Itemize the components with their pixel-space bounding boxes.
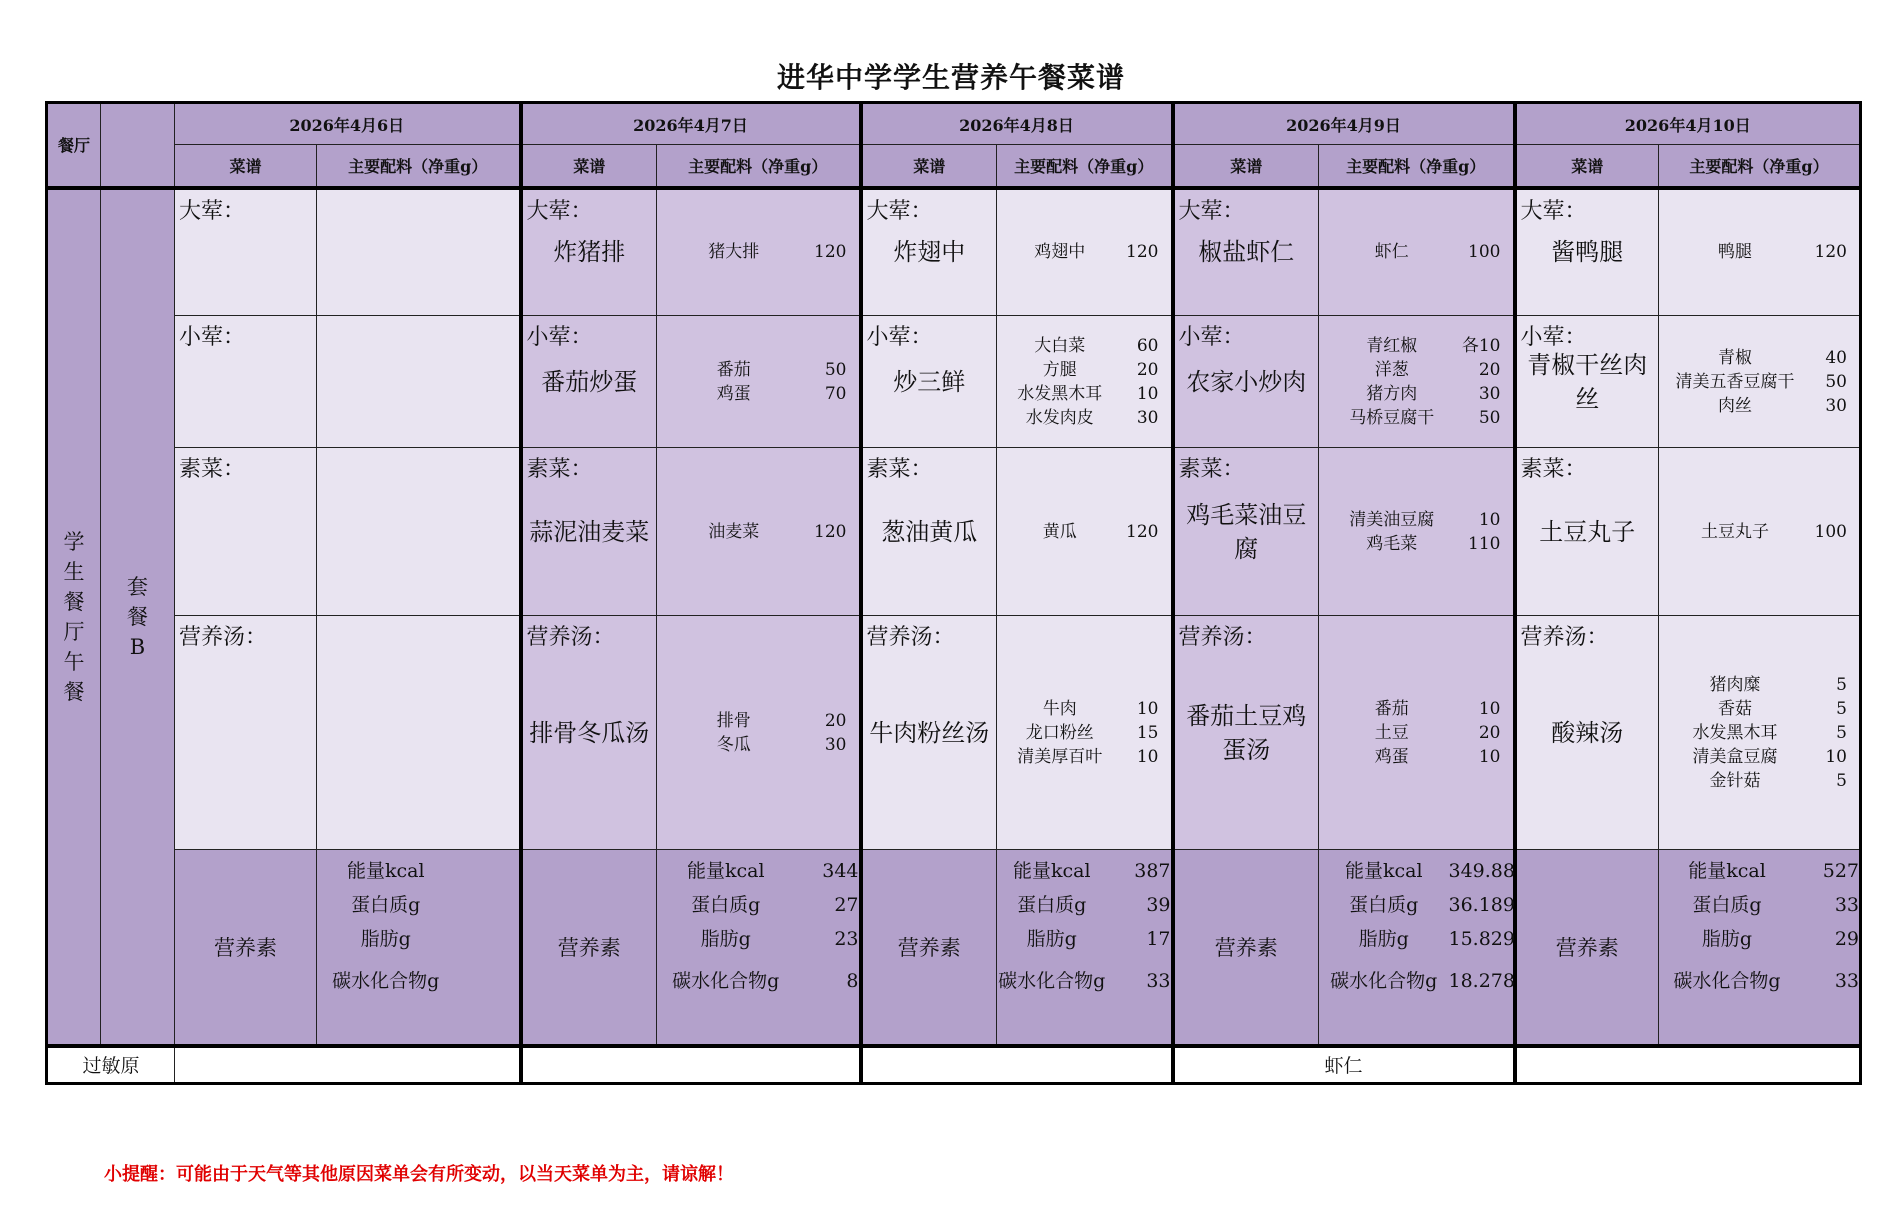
nutrient-value: 29 — [1834, 928, 1859, 950]
vertical-char: 厅 — [63, 619, 85, 644]
ingredient-weight: 40 — [1825, 347, 1847, 368]
ingredient-name: 清美厚百叶 — [1017, 746, 1103, 767]
nutrient-carb — [317, 964, 519, 998]
category-label: 大荤： — [526, 198, 593, 224]
category-label: 素菜： — [1520, 457, 1587, 482]
nutrient-value — [455, 964, 519, 998]
ingredient-name: 水发肉皮 — [1025, 407, 1094, 428]
ingredient-weight: 各10 — [1461, 335, 1501, 356]
ingredient-weight: 120 — [814, 242, 847, 263]
nutrition-label: 营养素 — [175, 850, 317, 1046]
ingredient-row — [1659, 697, 1859, 721]
nutrient-energy — [657, 854, 859, 888]
ingredients-cell — [317, 316, 521, 448]
ingredient-name: 土豆丸子 — [1701, 521, 1769, 542]
ingredients-column-header: 主要配料（净重g） — [1319, 145, 1515, 188]
nutrient-label: 脂肪g — [360, 928, 411, 950]
dish-name: 炸翅中 — [893, 238, 966, 267]
nutrient-value: 33 — [1834, 894, 1859, 916]
category-label: 素菜： — [526, 457, 593, 482]
dish-cell — [175, 616, 317, 850]
reminder-text: 小提醒：可能由于天气等其他原因菜单会有所变动，以当天菜单为主，请谅解！ — [104, 1164, 734, 1185]
nutrient-fat — [997, 922, 1171, 956]
ingredient-row — [1319, 406, 1513, 430]
dish-name: 炒三鲜 — [893, 367, 966, 396]
dish-cell — [1515, 448, 1659, 616]
nutrient-protein — [1319, 888, 1513, 922]
ingredient-name: 黄瓜 — [1042, 521, 1077, 542]
allergen-value: 虾仁 — [1173, 1046, 1515, 1084]
dish-cell — [861, 188, 997, 316]
dish-cell — [175, 448, 317, 616]
dish-name: 牛肉粉丝汤 — [869, 718, 990, 747]
canteen-header: 餐厅 — [47, 103, 101, 188]
nutrition-label: 营养素 — [1173, 850, 1319, 1046]
ingredient-row — [1659, 394, 1859, 418]
canteen-vertical-label — [47, 188, 101, 1046]
ingredient-weight: 120 — [814, 521, 847, 542]
ingredient-weight: 20 — [1478, 722, 1501, 743]
ingredients-cell — [1319, 188, 1515, 316]
ingredient-weight: 100 — [1468, 242, 1501, 263]
row-big-meat — [47, 188, 1861, 316]
dish-name: 番茄土豆鸡蛋汤 — [1186, 701, 1307, 764]
ingredient-name: 番茄 — [1374, 698, 1409, 719]
ingredient-weight: 100 — [1814, 521, 1847, 542]
date-header: 2026年4月9日 — [1173, 103, 1515, 145]
ingredients-cell — [657, 448, 861, 616]
ingredient-row — [1319, 508, 1513, 532]
ingredient-name: 番茄 — [716, 359, 751, 380]
ingredients-cell — [1659, 616, 1861, 850]
category-label: 大荤： — [1520, 198, 1587, 224]
ingredient-weight: 20 — [824, 710, 847, 731]
nutrient-value: 39 — [1146, 894, 1171, 916]
vertical-char: 套 — [127, 574, 148, 599]
row-small-meat — [47, 316, 1861, 448]
dish-cell — [175, 316, 317, 448]
dish-cell — [861, 316, 997, 448]
ingredient-weight: 5 — [1836, 722, 1847, 743]
ingredients-cell — [317, 188, 521, 316]
nutrition-values — [1659, 850, 1861, 1046]
ingredient-name: 大白菜 — [1034, 335, 1086, 356]
category-label: 素菜： — [179, 457, 246, 482]
nutrition-label: 营养素 — [1515, 850, 1659, 1046]
ingredient-weight: 5 — [1836, 698, 1847, 719]
vertical-char: 学 — [63, 529, 85, 554]
column-header-row — [47, 145, 1861, 188]
dish-cell — [1173, 616, 1319, 850]
recipe-column-header: 菜谱 — [1515, 145, 1659, 188]
nutrient-label: 蛋白质g — [1017, 894, 1087, 916]
ingredients-cell — [997, 316, 1173, 448]
ingredient-row — [1659, 346, 1859, 370]
nutrient-label: 蛋白质g — [691, 894, 761, 916]
category-label: 小荤： — [1520, 325, 1587, 350]
dish-cell — [861, 448, 997, 616]
ingredient-name: 鸡毛菜 — [1366, 533, 1418, 554]
ingredient-weight: 10 — [1478, 509, 1501, 530]
ingredients-cell — [657, 316, 861, 448]
ingredient-name: 鸡蛋 — [1374, 746, 1409, 767]
dish-name: 青椒干丝肉丝 — [1527, 350, 1648, 413]
vertical-char: B — [129, 634, 146, 659]
allergen-value — [861, 1046, 1173, 1084]
ingredient-name: 清美油豆腐 — [1349, 509, 1435, 530]
category-label: 小荤： — [1178, 325, 1245, 350]
nutrient-label: 蛋白质g — [351, 894, 421, 916]
nutrient-carb — [1319, 964, 1513, 998]
ingredient-weight: 5 — [1836, 770, 1847, 791]
ingredients-cell — [1319, 616, 1515, 850]
ingredient-row — [997, 745, 1171, 769]
nutrient-label: 能量kcal — [1012, 860, 1091, 882]
set-header — [101, 103, 175, 188]
category-label: 大荤： — [866, 198, 933, 224]
row-allergen — [47, 1046, 1861, 1084]
nutrient-label: 脂肪g — [700, 928, 751, 950]
ingredient-weight: 30 — [1136, 407, 1159, 428]
ingredient-row — [1319, 697, 1513, 721]
ingredients-column-header: 主要配料（净重g） — [1659, 145, 1861, 188]
dish-cell — [175, 188, 317, 316]
ingredient-row — [657, 382, 859, 406]
allergen-value — [175, 1046, 521, 1084]
ingredient-weight: 30 — [824, 734, 847, 755]
ingredient-weight: 30 — [1825, 395, 1847, 416]
ingredients-cell — [657, 188, 861, 316]
nutrient-label: 碳水化合物g — [672, 970, 780, 992]
ingredients-column-header: 主要配料（净重g） — [657, 145, 861, 188]
ingredient-name: 排骨 — [716, 710, 751, 731]
ingredient-name: 清美五香豆腐干 — [1675, 371, 1795, 392]
date-header: 2026年4月7日 — [521, 103, 861, 145]
ingredient-name: 清美盒豆腐 — [1692, 746, 1778, 767]
ingredient-row — [997, 406, 1171, 430]
ingredient-name: 鸭腿 — [1718, 242, 1752, 263]
dish-name: 番茄炒蛋 — [541, 367, 638, 396]
nutrient-label: 能量kcal — [346, 860, 425, 882]
allergen-value — [521, 1046, 861, 1084]
nutrient-protein — [657, 888, 859, 922]
date-header: 2026年4月8日 — [861, 103, 1173, 145]
ingredient-weight: 10 — [1478, 746, 1501, 767]
ingredient-name: 水发黑木耳 — [1692, 722, 1778, 743]
ingredients-column-header: 主要配料（净重g） — [997, 145, 1173, 188]
nutrient-label: 能量kcal — [1344, 860, 1423, 882]
ingredient-row — [1319, 382, 1513, 406]
nutrient-label: 能量kcal — [1688, 860, 1766, 882]
category-label: 大荤： — [1178, 198, 1245, 224]
ingredient-weight: 10 — [1136, 383, 1159, 404]
dish-name: 农家小炒肉 — [1186, 367, 1307, 396]
nutrition-values — [317, 850, 521, 1046]
category-label: 素菜： — [866, 457, 933, 482]
ingredient-weight: 15 — [1136, 722, 1159, 743]
category-label: 素菜： — [1178, 457, 1245, 482]
ingredient-name: 油麦菜 — [708, 521, 760, 542]
date-header: 2026年4月10日 — [1515, 103, 1861, 145]
ingredient-weight: 10 — [1136, 698, 1159, 719]
dish-cell — [521, 448, 657, 616]
ingredient-row — [1659, 769, 1859, 793]
ingredient-row — [657, 709, 859, 733]
nutrient-label: 碳水化合物g — [998, 970, 1106, 992]
category-label: 大荤： — [179, 198, 246, 224]
ingredients-cell — [317, 616, 521, 850]
ingredient-weight: 110 — [1468, 533, 1501, 554]
nutrient-energy — [1319, 854, 1513, 888]
ingredient-row — [1319, 721, 1513, 745]
nutrient-value: 527 — [1822, 860, 1859, 882]
nutrient-energy — [997, 854, 1171, 888]
nutrient-value: 344 — [822, 860, 859, 882]
nutrient-label: 能量kcal — [686, 860, 765, 882]
ingredient-weight: 10 — [1825, 746, 1847, 767]
dish-cell — [521, 616, 657, 850]
dish-cell — [861, 616, 997, 850]
ingredient-name: 猪肉糜 — [1709, 674, 1761, 695]
nutrient-label: 脂肪g — [1026, 928, 1077, 950]
ingredient-name: 洋葱 — [1374, 359, 1409, 380]
ingredients-cell — [1659, 448, 1861, 616]
menu-body — [47, 103, 1861, 1084]
ingredient-row — [1319, 358, 1513, 382]
ingredient-name: 土豆 — [1374, 722, 1409, 743]
nutrition-label: 营养素 — [861, 850, 997, 1046]
allergen-label: 过敏原 — [47, 1046, 175, 1084]
dish-cell — [1173, 188, 1319, 316]
nutrient-value: 17 — [1146, 928, 1171, 950]
ingredient-weight: 120 — [1814, 242, 1847, 263]
recipe-column-header: 菜谱 — [1173, 145, 1319, 188]
ingredient-name: 鸡翅中 — [1034, 242, 1086, 263]
dish-name: 椒盐虾仁 — [1198, 238, 1295, 267]
ingredient-name: 金针菇 — [1709, 770, 1761, 791]
nutrition-label: 营养素 — [521, 850, 657, 1046]
ingredient-weight: 70 — [824, 383, 847, 404]
ingredient-name: 鸡蛋 — [716, 383, 751, 404]
dish-name: 鸡毛菜油豆腐 — [1186, 500, 1307, 563]
dish-cell — [1173, 316, 1319, 448]
ingredient-name: 方腿 — [1042, 359, 1077, 380]
ingredient-row — [1659, 745, 1859, 769]
ingredient-weight: 30 — [1478, 383, 1501, 404]
ingredients-cell — [1659, 316, 1861, 448]
dish-name: 酱鸭腿 — [1551, 238, 1624, 267]
ingredient-row — [1319, 334, 1513, 358]
page-title: 进华中学学生营养午餐菜谱 — [776, 61, 1125, 94]
nutrient-label: 蛋白质g — [1692, 894, 1762, 916]
ingredient-row — [997, 382, 1171, 406]
dish-name: 葱油黄瓜 — [881, 517, 978, 546]
row-veg — [47, 448, 1861, 616]
nutrient-value: 33 — [1834, 970, 1859, 992]
dish-cell — [521, 316, 657, 448]
row-soup — [47, 616, 1861, 850]
ingredient-name: 猪方肉 — [1366, 383, 1418, 404]
category-label: 营养汤： — [1520, 625, 1609, 650]
vertical-char: 餐 — [63, 679, 85, 704]
ingredient-name: 青红椒 — [1366, 335, 1418, 356]
nutrition-values — [997, 850, 1173, 1046]
nutrient-value: 349.88 — [1448, 860, 1515, 882]
nutrient-fat — [657, 922, 859, 956]
date-header: 2026年4月6日 — [175, 103, 521, 145]
ingredient-weight: 120 — [1126, 242, 1159, 263]
date-header-row — [47, 103, 1861, 145]
ingredient-row — [1319, 532, 1513, 556]
dish-name: 排骨冬瓜汤 — [529, 718, 650, 747]
ingredient-row — [997, 697, 1171, 721]
ingredient-weight: 120 — [1126, 521, 1159, 542]
nutrient-value: 387 — [1134, 860, 1171, 882]
ingredient-weight: 50 — [1825, 371, 1847, 392]
recipe-column-header: 菜谱 — [521, 145, 657, 188]
vertical-char: 餐 — [127, 604, 148, 629]
ingredients-cell — [1659, 188, 1861, 316]
nutrient-energy — [317, 854, 519, 888]
dish-name: 炸猪排 — [553, 238, 626, 267]
nutrient-fat — [317, 922, 519, 956]
category-label: 小荤： — [866, 325, 933, 350]
nutrient-label: 脂肪g — [1701, 928, 1753, 950]
ingredients-cell — [317, 448, 521, 616]
nutrient-value — [455, 888, 519, 922]
nutrition-values — [1319, 850, 1515, 1046]
dish-cell — [1515, 188, 1659, 316]
nutrient-protein — [317, 888, 519, 922]
ingredient-name: 马桥豆腐干 — [1349, 407, 1435, 428]
ingredient-name: 冬瓜 — [716, 734, 751, 755]
category-label: 营养汤： — [1178, 625, 1267, 650]
nutrient-protein — [1659, 888, 1859, 922]
ingredient-row — [1659, 370, 1859, 394]
category-label: 小荤： — [179, 325, 246, 350]
recipe-column-header: 菜谱 — [175, 145, 317, 188]
ingredient-row — [997, 240, 1171, 264]
dish-name: 蒜泥油麦菜 — [529, 517, 650, 546]
nutrient-label: 脂肪g — [1358, 928, 1409, 950]
ingredients-cell — [997, 616, 1173, 850]
ingredient-row — [1319, 745, 1513, 769]
ingredients-cell — [1319, 448, 1515, 616]
ingredient-row — [657, 358, 859, 382]
nutrient-value: 33 — [1146, 970, 1171, 992]
recipe-column-header: 菜谱 — [861, 145, 997, 188]
nutrient-label: 碳水化合物g — [1330, 970, 1438, 992]
ingredient-row — [997, 334, 1171, 358]
set-vertical-label — [101, 188, 175, 1046]
category-label: 营养汤： — [179, 625, 268, 650]
ingredient-row — [1659, 520, 1859, 544]
dish-cell — [521, 188, 657, 316]
dish-cell — [1515, 616, 1659, 850]
nutrient-fat — [1319, 922, 1513, 956]
vertical-char: 生 — [63, 559, 85, 584]
nutrient-value: 36.189 — [1448, 894, 1515, 916]
nutrient-carb — [1659, 964, 1859, 998]
ingredient-row — [1659, 721, 1859, 745]
nutrient-carb — [997, 964, 1171, 998]
ingredient-name: 水发黑木耳 — [1017, 383, 1103, 404]
ingredient-row — [1659, 240, 1859, 264]
vertical-char: 午 — [63, 649, 85, 674]
ingredient-weight: 50 — [824, 359, 847, 380]
dish-cell — [1515, 316, 1659, 448]
ingredient-weight: 5 — [1836, 674, 1847, 695]
ingredient-row — [657, 520, 859, 544]
nutrient-protein — [997, 888, 1171, 922]
nutrient-value: 8 — [846, 970, 859, 992]
ingredient-row — [657, 733, 859, 757]
ingredients-cell — [997, 448, 1173, 616]
category-label: 营养汤： — [866, 625, 955, 650]
ingredients-cell — [657, 616, 861, 850]
ingredient-name: 虾仁 — [1374, 242, 1409, 263]
ingredient-row — [1319, 240, 1513, 264]
nutrient-value: 15.829 — [1448, 928, 1515, 950]
ingredient-weight: 10 — [1136, 746, 1159, 767]
nutrient-value: 23 — [834, 928, 859, 950]
nutrient-label: 蛋白质g — [1349, 894, 1419, 916]
nutrition-values — [657, 850, 861, 1046]
ingredient-name: 青椒 — [1718, 347, 1752, 368]
ingredients-cell — [997, 188, 1173, 316]
nutrient-value: 18.278 — [1448, 970, 1515, 992]
ingredient-weight: 50 — [1478, 407, 1501, 428]
nutrient-carb — [657, 964, 859, 998]
ingredient-row — [997, 358, 1171, 382]
nutrient-label: 碳水化合物g — [332, 970, 440, 992]
ingredient-weight: 60 — [1136, 335, 1159, 356]
nutrient-energy — [1659, 854, 1859, 888]
dish-cell — [1173, 448, 1319, 616]
nutrient-value: 27 — [834, 894, 859, 916]
nutrient-value — [455, 854, 519, 888]
ingredient-name: 肉丝 — [1718, 395, 1752, 416]
ingredient-weight: 10 — [1478, 698, 1501, 719]
dish-name: 酸辣汤 — [1551, 718, 1624, 747]
row-nutrition — [47, 850, 1861, 1046]
ingredient-weight: 20 — [1136, 359, 1159, 380]
ingredients-cell — [1319, 316, 1515, 448]
ingredient-row — [1659, 673, 1859, 697]
ingredient-row — [997, 520, 1171, 544]
ingredient-name: 牛肉 — [1042, 698, 1077, 719]
ingredients-column-header: 主要配料（净重g） — [317, 145, 521, 188]
dish-name: 土豆丸子 — [1539, 517, 1636, 546]
nutrient-label: 碳水化合物g — [1673, 970, 1781, 992]
vertical-char: 餐 — [63, 589, 85, 614]
nutrient-value — [455, 922, 519, 956]
ingredient-weight: 20 — [1478, 359, 1501, 380]
allergen-value — [1515, 1046, 1861, 1084]
ingredient-row — [657, 240, 859, 264]
category-label: 小荤： — [526, 325, 593, 350]
ingredient-name: 猪大排 — [708, 242, 760, 263]
ingredient-name: 龙口粉丝 — [1025, 722, 1094, 743]
nutrient-fat — [1659, 922, 1859, 956]
menu-table — [45, 101, 1862, 1085]
ingredient-name: 香菇 — [1718, 698, 1752, 719]
ingredient-row — [997, 721, 1171, 745]
category-label: 营养汤： — [526, 625, 615, 650]
